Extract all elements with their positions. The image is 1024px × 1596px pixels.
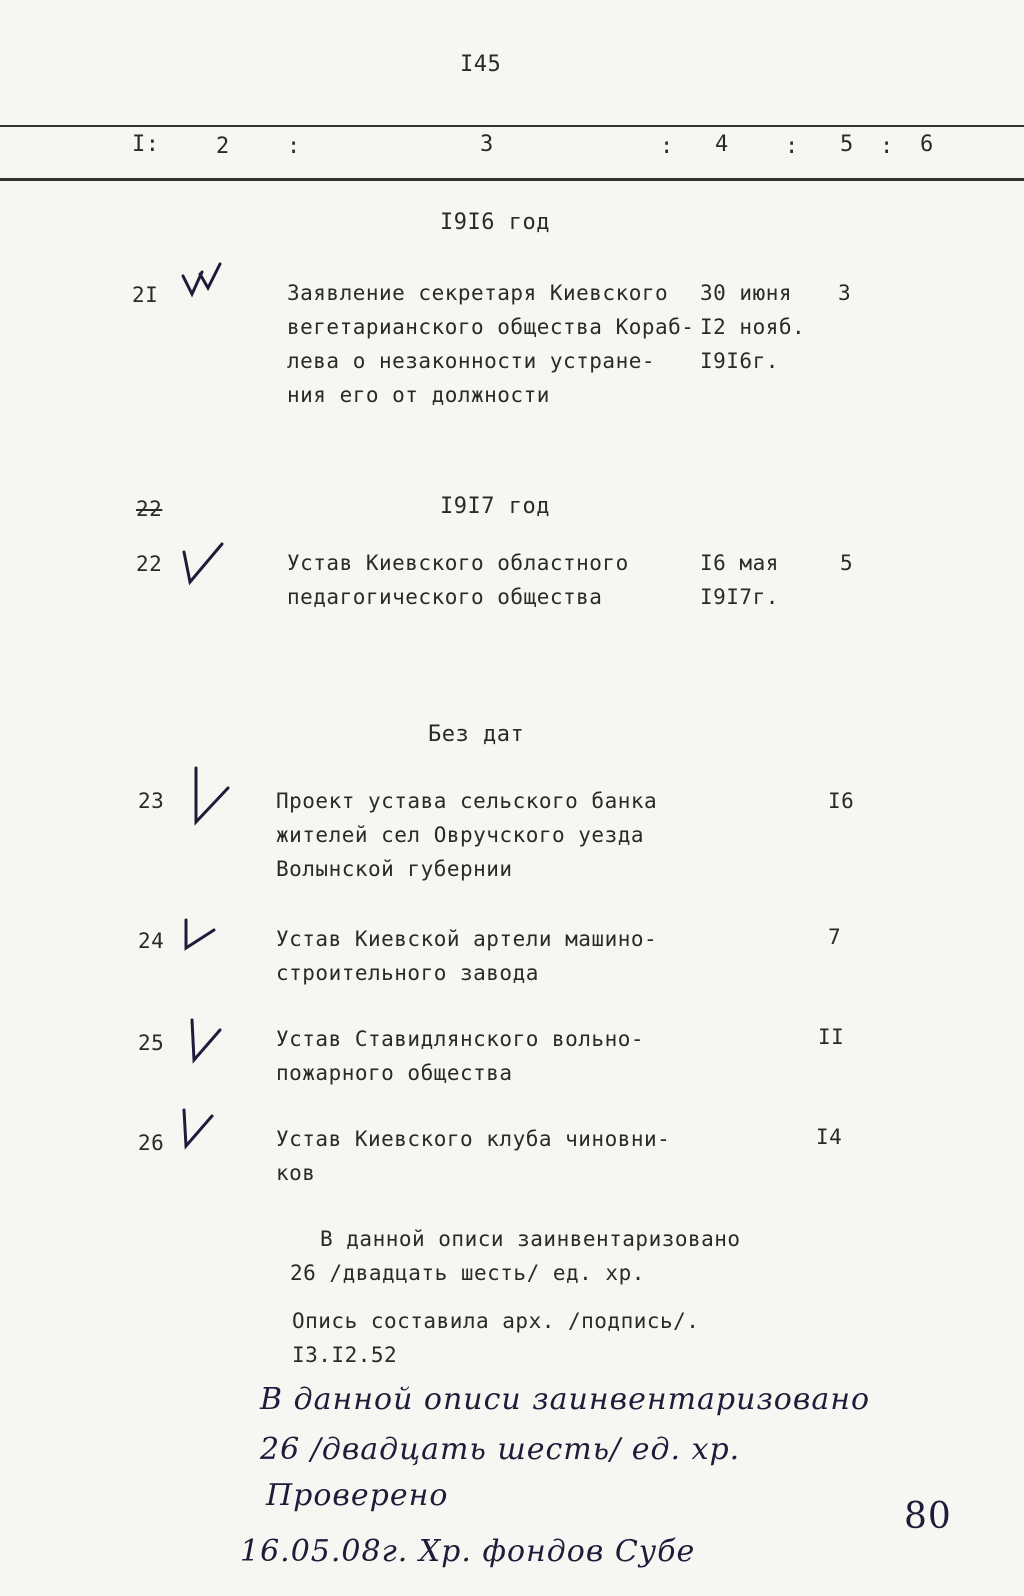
check-mark-icon — [176, 1106, 218, 1152]
compiled-line: Опись составила арх. /подпись/. — [292, 1309, 700, 1333]
entry-description — [287, 276, 694, 412]
column-separator: : — [880, 134, 894, 159]
handwritten-note-line: Проверено — [266, 1478, 449, 1513]
entry-sheets: I4 — [816, 1125, 843, 1149]
header-rule-top — [0, 125, 1024, 127]
column-header: 5 — [840, 132, 854, 157]
description-line: Волынской губернии — [276, 857, 513, 881]
column-header: 3 — [480, 132, 494, 157]
header-rule-bottom — [0, 178, 1024, 181]
check-mark-icon — [184, 1016, 226, 1066]
description-line: ния его от должности — [287, 383, 550, 407]
compiled-by — [292, 1304, 699, 1372]
description-line: Заявление секретаря Киевского — [287, 281, 669, 305]
entry-sheets: II — [818, 1025, 845, 1049]
date-line: 30 июня — [700, 281, 793, 305]
description-line: вегетарианского общества Кораб- — [287, 315, 695, 339]
description-line: строительного завода — [276, 961, 539, 985]
handwritten-note-line: В данной описи заинвентаризовано — [260, 1382, 871, 1417]
description-line: пожарного общества — [276, 1061, 513, 1085]
entry-number: 24 — [138, 929, 165, 953]
handwritten-page-count: 80 — [904, 1496, 952, 1537]
section-heading: I9I6 год — [440, 210, 550, 235]
entry-description — [276, 922, 657, 990]
summary-line: В данной описи заинвентаризовано — [320, 1227, 741, 1251]
column-header: 4 — [715, 132, 729, 157]
entry-dates — [700, 276, 805, 378]
section-heading: Без дат — [428, 722, 525, 747]
date-line: I2 нояб. — [700, 315, 806, 339]
column-separator: : — [660, 134, 674, 159]
description-line: жителей сел Овручского уезда — [276, 823, 645, 847]
check-mark-icon — [178, 540, 228, 586]
description-line: Устав Ставидлянского вольно- — [276, 1027, 645, 1051]
entry-dates — [700, 546, 779, 614]
date-line: I9I6г. — [700, 349, 779, 373]
handwritten-signature-line: 16.05.08г. Хр. фондов Субе — [240, 1534, 696, 1569]
compiled-date: I3.I2.52 — [292, 1343, 398, 1367]
inventory-summary — [290, 1222, 741, 1290]
check-mark-icon — [178, 262, 228, 302]
column-separator: : — [287, 134, 301, 159]
date-line: I6 мая — [700, 551, 779, 575]
column-separator: : — [785, 134, 799, 159]
page-number: I45 — [460, 52, 502, 77]
entry-sheets: 3 — [838, 281, 852, 305]
entry-description — [287, 546, 629, 614]
entry-number: 22 — [136, 552, 163, 576]
entry-number: 25 — [138, 1031, 165, 1055]
entry-sheets: I6 — [828, 789, 855, 813]
entry-number: 2I — [132, 283, 159, 307]
entry-description — [276, 1022, 644, 1090]
entry-sheets: 5 — [840, 551, 854, 575]
handwritten-note-line: 26 /двадцать шесть/ ед. хр. — [260, 1432, 741, 1467]
description-line: педагогического общества — [287, 585, 603, 609]
description-line: Устав Киевского клуба чиновни- — [276, 1127, 671, 1151]
entry-number: 23 — [138, 789, 165, 813]
description-line: Устав Киевского областного — [287, 551, 629, 575]
check-mark-icon — [178, 914, 220, 954]
check-mark-icon — [186, 766, 232, 826]
description-line: лева о незаконности устране- — [287, 349, 656, 373]
column-header: I: — [132, 132, 160, 157]
column-header: 2 — [216, 134, 230, 159]
entry-sheets: 7 — [828, 925, 842, 949]
entry-description — [276, 1122, 670, 1190]
date-line: I9I7г. — [700, 585, 779, 609]
summary-line: 26 /двадцать шесть/ ед. хр. — [290, 1261, 645, 1285]
section-heading: I9I7 год — [440, 494, 550, 519]
entry-description — [276, 784, 657, 886]
column-header: 6 — [920, 132, 934, 157]
description-line: Устав Киевской артели машино- — [276, 927, 658, 951]
entry-number: 26 — [138, 1131, 165, 1155]
struck-margin-note: 22 — [136, 497, 163, 521]
description-line: Проект устава сельского банка — [276, 789, 658, 813]
description-line: ков — [276, 1161, 316, 1185]
